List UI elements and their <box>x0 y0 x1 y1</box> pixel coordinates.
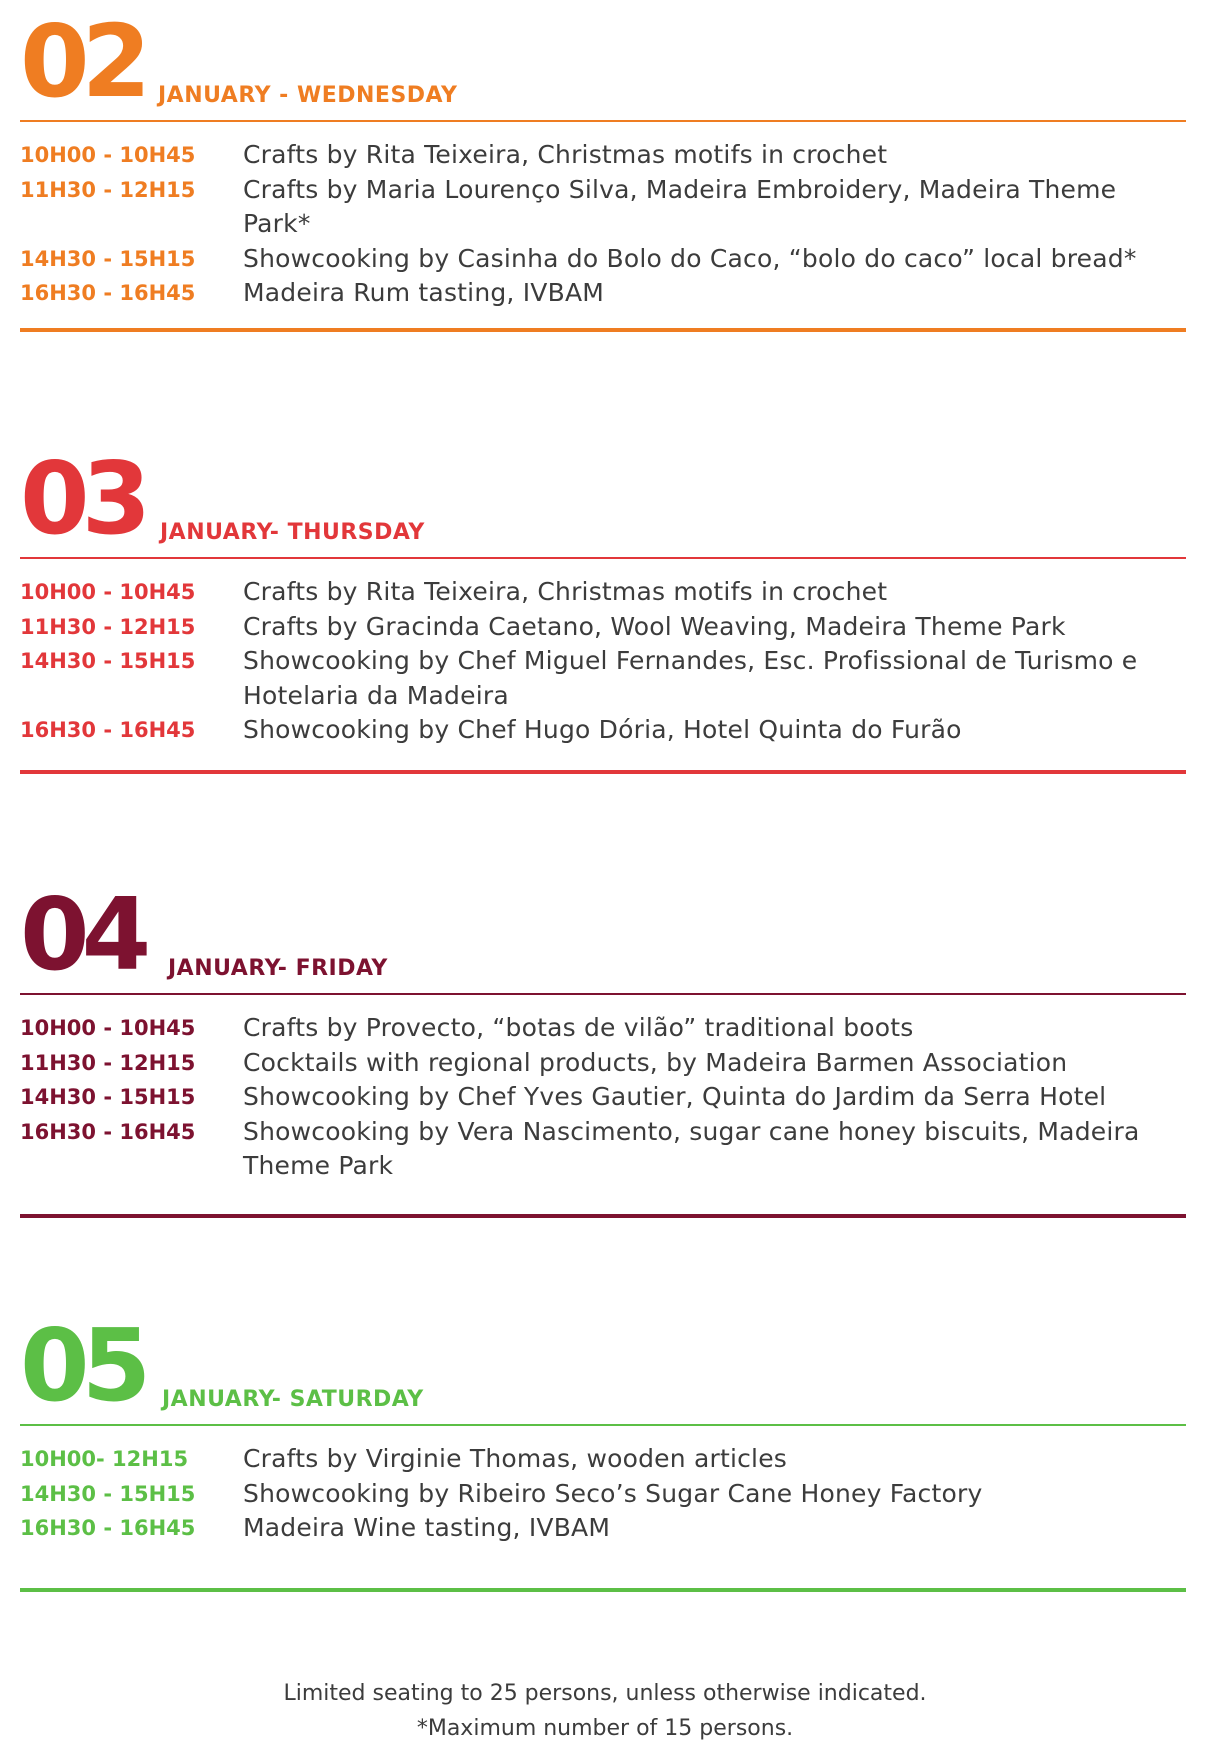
event-time: 10H00 - 10H45 <box>20 580 196 604</box>
footer-seating-note: Limited seating to 25 persons, unless otherwise indicated. <box>283 1681 927 1706</box>
event-row <box>20 138 1186 173</box>
day-section-05 <box>20 1307 1186 1592</box>
day-number: 04 <box>20 876 144 993</box>
day-number: 02 <box>20 3 144 120</box>
event-list <box>20 559 1186 744</box>
day-number: 05 <box>20 1307 144 1424</box>
event-description: Showcooking by Chef Yves Gautier, Quinta do Jardim da Serra Hotel <box>243 1082 1107 1111</box>
event-description: Crafts by Rita Teixeira, Christmas motifs in crochet <box>243 140 888 169</box>
day-header <box>20 3 1186 120</box>
event-row <box>20 610 1186 645</box>
event-row <box>20 1080 1186 1115</box>
event-list <box>20 1426 1186 1566</box>
divider-bottom <box>20 770 1186 774</box>
event-row <box>20 1046 1186 1081</box>
event-description: Showcooking by Vera Nascimento, sugar cane honey biscuits, Madeira Theme Park <box>243 1116 1140 1180</box>
event-description: Madeira Rum tasting, IVBAM <box>243 278 605 307</box>
event-row <box>20 1115 1186 1184</box>
event-row <box>20 276 1186 311</box>
day-header <box>20 440 1186 557</box>
day-header <box>20 876 1186 993</box>
event-description: Madeira Wine tasting, IVBAM <box>243 1513 611 1542</box>
event-time: 10H00- 12H15 <box>20 1447 189 1471</box>
event-time: 11H30 - 12H15 <box>20 614 196 639</box>
day-header <box>20 1307 1186 1424</box>
day-label: JANUARY - WEDNESDAY <box>158 83 458 108</box>
event-row <box>20 242 1186 277</box>
day-section-03 <box>20 440 1186 774</box>
event-row <box>20 1011 1186 1046</box>
event-row <box>20 1442 1186 1477</box>
event-time: 16H30 - 16H45 <box>20 718 196 742</box>
event-description: Crafts by Virginie Thomas, wooden articles <box>243 1444 787 1473</box>
event-row <box>20 644 1186 713</box>
event-time: 14H30 - 15H15 <box>20 649 196 673</box>
event-time: 10H00 - 10H45 <box>20 1016 196 1040</box>
event-time: 14H30 - 15H15 <box>20 1481 196 1506</box>
day-section-04 <box>20 876 1186 1218</box>
footer-max-persons-note: *Maximum number of 15 persons. <box>416 1716 794 1741</box>
event-description: Cocktails with regional products, by Madeira Barmen Association <box>243 1047 1068 1077</box>
day-label: JANUARY- FRIDAY <box>168 956 388 981</box>
event-description: Crafts by Rita Teixeira, Christmas motifs in crochet <box>243 577 888 606</box>
footer-note <box>0 1676 1210 1746</box>
event-row <box>20 713 1186 748</box>
day-label: JANUARY- THURSDAY <box>160 520 425 545</box>
day-label: JANUARY- SATURDAY <box>162 1387 424 1412</box>
event-time: 16H30 - 16H45 <box>20 1119 196 1144</box>
event-row <box>20 1477 1186 1512</box>
event-list <box>20 122 1186 307</box>
event-description: Showcooking by Chef Hugo Dória, Hotel Quinta do Furão <box>243 715 962 744</box>
day-number: 03 <box>20 440 144 557</box>
event-time: 14H30 - 15H15 <box>20 246 196 271</box>
day-section-02 <box>20 3 1186 332</box>
divider-bottom <box>20 1588 1186 1592</box>
event-description: Crafts by Gracinda Caetano, Wool Weaving, Madeira Theme Park <box>243 611 1066 641</box>
divider-bottom <box>20 1214 1186 1218</box>
event-row <box>20 173 1186 242</box>
divider-bottom <box>20 328 1186 332</box>
event-time: 16H30 - 16H45 <box>20 1516 196 1540</box>
event-description: Showcooking by Chef Miguel Fernandes, Esc. Profissional de Turismo e Hotelaria da Madeira <box>243 646 1138 710</box>
event-description: Crafts by Provecto, “botas de vilão” traditional boots <box>243 1013 914 1042</box>
event-time: 11H30 - 12H15 <box>20 177 196 202</box>
event-list <box>20 995 1186 1180</box>
event-row <box>20 575 1186 610</box>
event-time: 10H00 - 10H45 <box>20 143 196 167</box>
event-row <box>20 1511 1186 1546</box>
event-description: Showcooking by Ribeiro Seco’s Sugar Cane Honey Factory <box>243 1478 983 1508</box>
event-description: Showcooking by Casinha do Bolo do Caco, “bolo do caco” local bread* <box>243 243 1137 273</box>
event-time: 14H30 - 15H15 <box>20 1085 196 1109</box>
event-time: 16H30 - 16H45 <box>20 281 196 305</box>
event-description: Crafts by Maria Lourenço Silva, Madeira Embroidery, Madeira Theme Park* <box>243 174 1117 238</box>
event-time: 11H30 - 12H15 <box>20 1050 196 1075</box>
